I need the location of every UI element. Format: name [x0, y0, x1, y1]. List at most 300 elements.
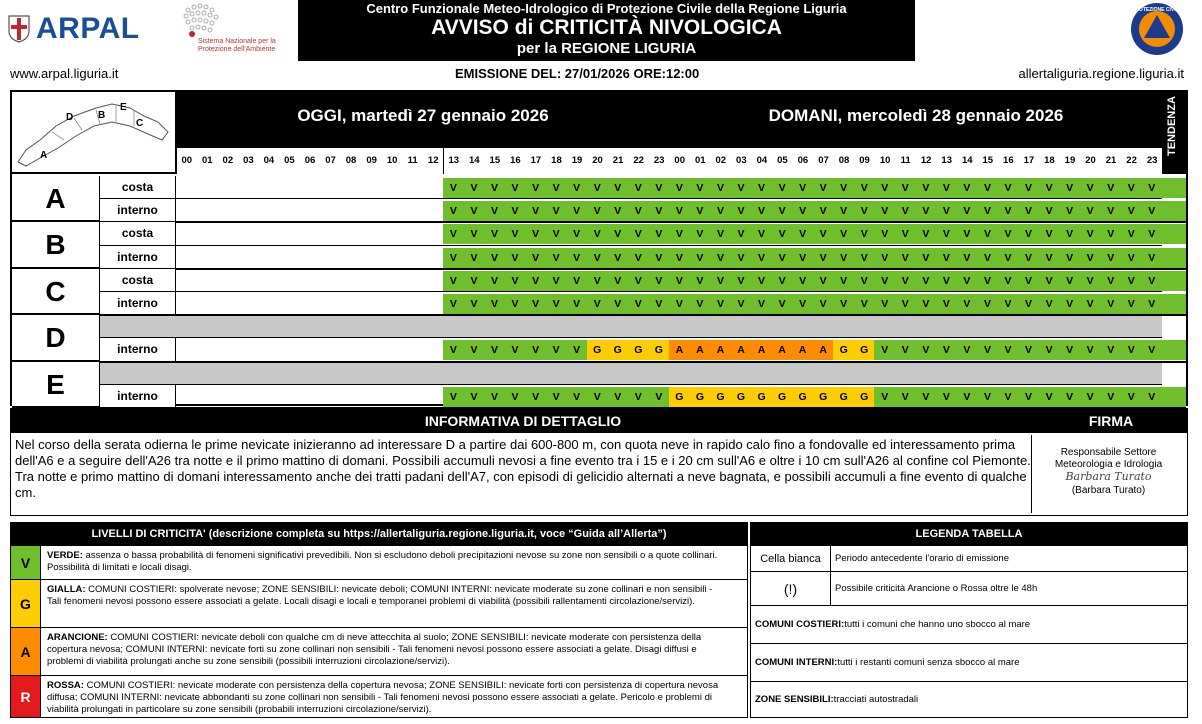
criticality-cell: V: [648, 271, 669, 291]
criticality-cell: V: [710, 178, 731, 198]
criticality-cell: G: [587, 340, 608, 360]
criticality-cell: V: [772, 248, 793, 268]
zone-label-c: C: [12, 269, 100, 315]
hour-cell: 21: [1101, 148, 1122, 174]
hour-cell: 11: [895, 148, 916, 174]
info-section: [10, 408, 1188, 516]
criticality-cell: V: [1141, 248, 1162, 268]
criticality-cell: V: [977, 340, 998, 360]
criticality-cell: V: [731, 224, 752, 244]
criticality-cell: V: [1121, 340, 1142, 360]
hour-cell: 20: [1080, 148, 1101, 174]
snpa-caption: Sistema Nazionale per la Protezione dell'Ambiente: [198, 38, 276, 53]
criticality-cell: V: [833, 178, 854, 198]
criticality-cell: V: [751, 224, 772, 244]
warning-mark-icon: (!): [751, 572, 831, 605]
criticality-cell: V: [484, 294, 505, 314]
criticality-cell: V: [998, 271, 1019, 291]
criticality-cell: V: [690, 201, 711, 221]
criticality-cell: V: [792, 224, 813, 244]
criticality-cell: V: [1059, 248, 1080, 268]
criticality-cell: V: [998, 294, 1019, 314]
criticality-cell: V: [566, 201, 587, 221]
criticality-cell: V: [464, 387, 485, 407]
criticality-cell: V: [772, 201, 793, 221]
day-today-label: OGGI, martedì 27 gennaio 2026: [297, 106, 549, 125]
criticality-cell: V: [936, 340, 957, 360]
criticality-cell: V: [669, 271, 690, 291]
level-description: [47, 584, 727, 608]
criticality-cell: V: [505, 224, 526, 244]
criticality-cell: V: [1141, 178, 1162, 198]
snpa-dots-icon: [178, 2, 248, 38]
criticality-cell: V: [505, 340, 526, 360]
criticality-cell: V: [1100, 201, 1121, 221]
hour-header-row: [176, 140, 1162, 174]
criticality-cell: V: [977, 201, 998, 221]
level-code-badge: V: [11, 546, 41, 579]
criticality-cell: V: [957, 248, 978, 268]
hour-cell: 08: [834, 148, 855, 174]
hour-cell: 06: [300, 148, 321, 174]
criticality-cell: G: [833, 340, 854, 360]
criticality-cell: G: [854, 387, 875, 407]
hour-cell: 16: [505, 148, 526, 174]
criticality-cell: V: [525, 201, 546, 221]
criticality-cell: V: [936, 201, 957, 221]
criticality-cell: V: [895, 340, 916, 360]
hour-cell: 05: [772, 148, 793, 174]
level-desc-text: COMUNI COSTIERI: nevicate moderate con persistenza della copertura nevosa; ZONE SENSIBILI: nevicate forti con persistenza di copertura nevosa diffusa; COMUNI INTERNI: nevicate abbondanti su zone collinari non sensibili - Tali fenomeni nevosi possono essere associati a gelate. Pericolo e problemi di viabilità prolungati in particolare su zone sensibili (probabili interruzioni circolazione/servizi).: [47, 680, 719, 715]
criticality-cell: V: [772, 271, 793, 291]
criticality-cell: V: [874, 224, 895, 244]
criticality-cell: V: [525, 178, 546, 198]
legend-key-white: Cella bianca: [751, 546, 831, 571]
legend-key-coast: COMUNI COSTIERI:: [755, 619, 845, 630]
criticality-cell: V: [1080, 201, 1101, 221]
criticality-cell: V: [977, 271, 998, 291]
criticality-cell: V: [1018, 248, 1039, 268]
legend-key-sensitive: ZONE SENSIBILI:: [755, 694, 834, 705]
criticality-cell: V: [915, 387, 936, 407]
criticality-cell: V: [998, 340, 1019, 360]
criticality-cell: V: [443, 294, 464, 314]
criticality-cell: V: [648, 178, 669, 198]
hour-cell: 09: [854, 148, 875, 174]
criticality-cell: V: [587, 178, 608, 198]
criticality-cell: V: [957, 387, 978, 407]
pc-label: PROTEZIONE CIVILE: [1131, 7, 1183, 13]
criticality-cell: V: [607, 248, 628, 268]
criticality-cell: V: [854, 224, 875, 244]
criticality-cell: V: [607, 294, 628, 314]
criticality-cell: V: [464, 340, 485, 360]
hour-cell: 19: [567, 148, 588, 174]
criticality-cell: V: [977, 248, 998, 268]
hour-cell: 13: [444, 148, 465, 174]
criticality-cell: A: [731, 340, 752, 360]
criticality-cell: V: [1141, 340, 1162, 360]
criticality-cell: V: [443, 248, 464, 268]
criticality-cell: V: [813, 294, 834, 314]
legend-val-sensitive: tracciati autostradali: [833, 694, 919, 705]
hour-cell: 17: [526, 148, 547, 174]
zone-e-gray-row: [100, 363, 1162, 384]
criticality-cell: V: [628, 178, 649, 198]
criticality-cell: V: [505, 201, 526, 221]
criticality-cell: V: [464, 178, 485, 198]
criticality-cell: V: [505, 387, 526, 407]
criticality-cell: V: [957, 224, 978, 244]
criticality-cell: V: [874, 340, 895, 360]
title-line3: per la REGIONE LIGURIA: [516, 40, 697, 57]
criticality-cell: V: [648, 201, 669, 221]
criticality-cell: V: [464, 224, 485, 244]
criticality-cell: V: [915, 224, 936, 244]
criticality-cell: V: [443, 178, 464, 198]
criticality-cell: V: [710, 201, 731, 221]
criticality-cell: G: [607, 340, 628, 360]
criticality-cell: V: [936, 224, 957, 244]
criticality-cell: V: [443, 340, 464, 360]
criticality-cell: V: [607, 271, 628, 291]
criticality-cell: V: [1080, 340, 1101, 360]
subzone-label: interno: [100, 338, 176, 361]
legend-key-inland: COMUNI INTERNI:: [755, 657, 838, 668]
criticality-cell: V: [464, 201, 485, 221]
subzone-label: interno: [100, 246, 176, 269]
criticality-cell: V: [895, 271, 916, 291]
criticality-cell: V: [464, 248, 485, 268]
criticality-cell: V: [731, 178, 752, 198]
hour-cell: 05: [279, 148, 300, 174]
criticality-cell: V: [648, 248, 669, 268]
map-label-d: D: [66, 112, 74, 123]
criticality-cell: V: [751, 294, 772, 314]
criticality-cell: V: [1080, 271, 1101, 291]
criticality-cell: V: [484, 201, 505, 221]
level-row-g: [11, 579, 747, 627]
criticality-cell: V: [443, 271, 464, 291]
criticality-cell: V: [936, 294, 957, 314]
criticality-cell: V: [690, 178, 711, 198]
firma-name: (Barbara Turato): [1071, 485, 1146, 496]
level-row-r: [11, 675, 747, 717]
criticality-cell: V: [977, 387, 998, 407]
criticality-cell: A: [710, 340, 731, 360]
map-label-a: A: [40, 150, 48, 161]
trend-label: TENDENZA: [1166, 96, 1178, 156]
trend-cell: [1162, 294, 1186, 314]
criticality-cell: V: [1100, 224, 1121, 244]
criticality-cell: V: [1141, 271, 1162, 291]
criticality-cell: V: [648, 294, 669, 314]
hour-cell: 14: [464, 148, 485, 174]
criticality-cell: A: [813, 340, 834, 360]
criticality-cell: V: [1018, 340, 1039, 360]
row-divider: [100, 245, 1162, 246]
hour-cell: 10: [875, 148, 896, 174]
criticality-cell: V: [587, 294, 608, 314]
criticality-cell: V: [648, 224, 669, 244]
criticality-cell: V: [505, 271, 526, 291]
criticality-cell: V: [484, 224, 505, 244]
criticality-cell: V: [998, 201, 1019, 221]
criticality-cell: V: [648, 387, 669, 407]
subzone-label: costa: [100, 176, 176, 199]
criticality-cell: V: [936, 248, 957, 268]
trend-cell: [1162, 224, 1186, 244]
level-desc-text: COMUNI COSTIERI: spolverate nevose; ZONE SENSIBILI: nevicate deboli; COMUNI INTERNI: nevicate moderate su zone collinari e non sensibili - Tali fenomeni nevosi possono essere associati a gelate. Locali disagi e locali e temporanei problemi di viabilità (possibili rallentamenti circolazione/servizi).: [47, 584, 713, 607]
criticality-cell: V: [874, 248, 895, 268]
hour-cell: 08: [341, 148, 362, 174]
arpal-wordmark: ARPAL: [36, 12, 140, 45]
criticality-cell: V: [792, 201, 813, 221]
criticality-cell: V: [874, 271, 895, 291]
criticality-cell: A: [751, 340, 772, 360]
criticality-cell: V: [1121, 201, 1142, 221]
criticality-cell: V: [628, 387, 649, 407]
criticality-cell: V: [546, 340, 567, 360]
criticality-cell: V: [1100, 294, 1121, 314]
criticality-cell: V: [525, 248, 546, 268]
criticality-cell: V: [936, 271, 957, 291]
criticality-cell: V: [1100, 340, 1121, 360]
criticality-cell: V: [854, 201, 875, 221]
criticality-cell: V: [915, 248, 936, 268]
criticality-cell: V: [854, 271, 875, 291]
criticality-cell: V: [484, 387, 505, 407]
zone-d-gray-row: [100, 316, 1162, 337]
allerta-url-link[interactable]: allertaliguria.regione.liguria.it: [1018, 66, 1184, 81]
legend-section: [750, 522, 1188, 718]
criticality-cell: G: [772, 387, 793, 407]
legend-row-warning: [751, 571, 1187, 605]
title-line2: AVVISO di CRITICITÀ NIVOLOGICA: [431, 16, 782, 39]
level-name: ROSSA:: [47, 680, 84, 691]
levels-header: LIVELLI DI CRITICITA' (descrizione completa su https://allertaliguria.regione.liguria.it, voce “Guida all’Allerta”): [11, 523, 747, 545]
level-name: ARANCIONE:: [47, 632, 108, 643]
emission-datetime: EMISSIONE DEL: 27/01/2026 ORE:12:00: [455, 66, 700, 81]
liguria-map-icon: [12, 92, 174, 172]
row-divider: [12, 221, 1186, 223]
row-divider: [100, 384, 1162, 385]
criticality-cell: V: [731, 294, 752, 314]
criticality-cell: V: [525, 294, 546, 314]
criticality-cell: V: [1080, 387, 1101, 407]
criticality-cell: G: [731, 387, 752, 407]
criticality-cell: V: [1059, 224, 1080, 244]
criticality-cell: V: [546, 271, 567, 291]
criticality-cell: V: [669, 224, 690, 244]
levels-section: [10, 522, 748, 718]
subzone-label: costa: [100, 269, 176, 292]
legend-val-inland: tutti i restanti comuni senza sbocco al mare: [837, 657, 1020, 668]
criticality-cell: V: [1039, 294, 1060, 314]
hour-cell: 22: [628, 148, 649, 174]
criticality-cell: A: [690, 340, 711, 360]
level-description: [47, 680, 727, 716]
criticality-cell: V: [731, 271, 752, 291]
signature-handwritten: Barbara Turato: [1065, 470, 1152, 483]
legend-row-inland: [751, 643, 1187, 681]
criticality-cell: V: [915, 340, 936, 360]
level-description: [47, 550, 727, 574]
criticality-cell: V: [1059, 340, 1080, 360]
criticality-cell: V: [957, 271, 978, 291]
criticality-cell: V: [813, 248, 834, 268]
criticality-cell: V: [957, 340, 978, 360]
arpal-logo[interactable]: [8, 12, 140, 46]
subzone-label: costa: [100, 222, 176, 245]
zone-label-d: D: [12, 315, 100, 361]
criticality-cell: V: [977, 224, 998, 244]
criticality-cell: V: [957, 201, 978, 221]
criticality-cell: V: [690, 248, 711, 268]
criticality-cell: V: [443, 224, 464, 244]
criticality-cell: V: [525, 340, 546, 360]
criticality-cell: V: [566, 178, 587, 198]
hour-cell: 02: [218, 148, 239, 174]
criticality-cell: V: [628, 201, 649, 221]
criticality-cell: V: [1121, 387, 1142, 407]
criticality-cell: V: [546, 294, 567, 314]
criticality-cell: V: [628, 224, 649, 244]
criticality-cell: V: [751, 178, 772, 198]
criticality-cell: V: [813, 178, 834, 198]
hour-cell: 06: [793, 148, 814, 174]
criticality-cell: V: [566, 224, 587, 244]
criticality-cell: V: [957, 178, 978, 198]
criticality-cell: V: [998, 248, 1019, 268]
zone-label-a: A: [12, 176, 100, 222]
criticality-cell: V: [669, 201, 690, 221]
criticality-cell: V: [751, 271, 772, 291]
trend-cell: [1162, 271, 1186, 291]
criticality-cell: V: [813, 201, 834, 221]
criticality-cell: V: [1039, 248, 1060, 268]
criticality-cell: V: [566, 271, 587, 291]
hour-cell: 03: [731, 148, 752, 174]
day-tomorrow-label: DOMANI, mercoledì 28 gennaio 2026: [768, 106, 1064, 125]
criticality-cell: V: [792, 178, 813, 198]
criticality-cell: V: [792, 248, 813, 268]
hour-cell: 13: [936, 148, 957, 174]
criticality-cell: V: [1039, 340, 1060, 360]
criticality-cell: V: [1018, 294, 1039, 314]
criticality-cell: V: [731, 248, 752, 268]
criticality-cell: V: [1141, 201, 1162, 221]
criticality-cell: V: [607, 178, 628, 198]
criticality-cell: V: [587, 387, 608, 407]
criticality-cell: V: [1121, 224, 1142, 244]
criticality-cell: V: [1059, 387, 1080, 407]
hour-cell: 01: [197, 148, 218, 174]
criticality-cell: G: [792, 387, 813, 407]
criticality-cell: V: [484, 248, 505, 268]
criticality-cell: V: [710, 248, 731, 268]
hour-cell: 03: [238, 148, 259, 174]
criticality-cell: V: [1121, 178, 1142, 198]
criticality-cell: V: [1059, 178, 1080, 198]
snpa-logo: [178, 2, 276, 60]
criticality-cell: V: [505, 248, 526, 268]
legend-val-warning: Possibile criticità Arancione o Rossa oltre le 48h: [835, 583, 1038, 594]
criticality-cell: V: [710, 224, 731, 244]
criticality-cell: V: [690, 271, 711, 291]
criticality-cell: V: [874, 294, 895, 314]
criticality-cell: V: [833, 224, 854, 244]
criticality-cell: G: [854, 340, 875, 360]
criticality-cell: V: [1018, 271, 1039, 291]
criticality-cell: V: [895, 224, 916, 244]
criticality-cell: G: [813, 387, 834, 407]
level-row-v: [11, 545, 747, 579]
trend-cell: [1162, 387, 1186, 407]
criticality-cell: V: [895, 178, 916, 198]
firma-role: Responsabile Settore Meteorologia e Idrologia: [1054, 447, 1163, 470]
criticality-cell: G: [833, 387, 854, 407]
arpal-url-link[interactable]: www.arpal.liguria.it: [10, 66, 119, 81]
criticality-cell: V: [525, 387, 546, 407]
map-label-c: C: [136, 118, 144, 129]
hour-cell: 00: [177, 148, 198, 174]
criticality-cell: V: [443, 201, 464, 221]
criticality-cell: G: [669, 387, 690, 407]
hour-cell: 04: [259, 148, 280, 174]
criticality-cell: V: [915, 294, 936, 314]
criticality-cell: G: [710, 387, 731, 407]
criticality-cell: V: [1018, 201, 1039, 221]
criticality-cell: V: [464, 294, 485, 314]
criticality-cell: V: [607, 224, 628, 244]
criticality-cell: V: [1141, 294, 1162, 314]
criticality-cell: V: [546, 201, 567, 221]
criticality-cell: V: [998, 178, 1019, 198]
header: [0, 0, 1202, 90]
criticality-cell: V: [546, 178, 567, 198]
criticality-cell: V: [1080, 224, 1101, 244]
level-description: [47, 632, 727, 668]
legend-header: LEGENDA TABELLA: [751, 523, 1187, 545]
hour-cell: 17: [1019, 148, 1040, 174]
criticality-cell: V: [936, 387, 957, 407]
criticality-cell: V: [792, 271, 813, 291]
criticality-cell: V: [874, 201, 895, 221]
legend-row-sensitive: [751, 681, 1187, 717]
criticality-cell: V: [1100, 271, 1121, 291]
trend-cell: [1162, 178, 1186, 198]
level-desc-text: COMUNI COSTIERI: nevicate deboli con qualche cm di neve attecchita al suolo; ZONE SENSIBILI: nevicate moderate con persistenza della copertura nevosa; COMUNI INTERNI: nevicate forti su zone collinari non sensibili - Tali fenomeni nevosi possono essere associati a gelate. Disagi diffusi e problemi di viabilità prolungati anche su zone sensibili (possibili interruzioni circolazione/servizi).: [47, 632, 702, 667]
criticality-cell: V: [1080, 178, 1101, 198]
criticality-cell: V: [874, 178, 895, 198]
zone-label-b: B: [12, 222, 100, 268]
level-code-badge: R: [11, 676, 41, 717]
criticality-cell: G: [751, 387, 772, 407]
legend-val-coast: tutti i comuni che hanno uno sbocco al mare: [844, 619, 1031, 630]
level-name: GIALLA:: [47, 584, 86, 595]
hour-cell: 11: [402, 148, 423, 174]
criticality-cell: V: [628, 248, 649, 268]
hour-cell: 10: [382, 148, 403, 174]
firma-title: FIRMA: [1088, 413, 1134, 429]
protezione-civile-logo[interactable]: [1130, 2, 1184, 56]
criticality-cell: V: [813, 224, 834, 244]
criticality-cell: V: [1100, 387, 1121, 407]
signature-box: [1031, 435, 1185, 513]
criticality-cell: V: [566, 340, 587, 360]
criticality-cell: V: [1018, 178, 1039, 198]
